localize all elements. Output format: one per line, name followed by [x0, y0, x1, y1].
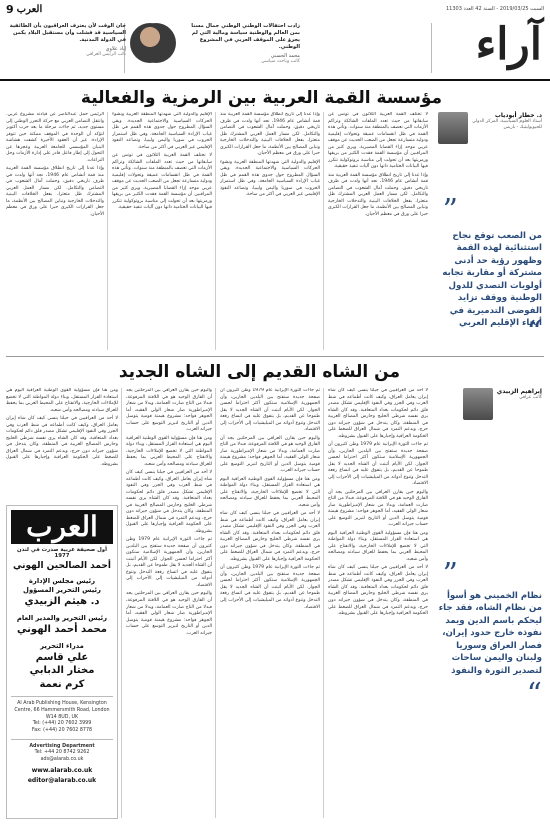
article-1-headline: مؤسسة القمة العربية بين الرمزية والفعالية: [80, 88, 442, 108]
author-photo: [463, 388, 493, 420]
issue-date: السبت 2019/03/25 - السنة 42 العدد 11303: [446, 6, 544, 12]
article-2-author: [463, 388, 542, 420]
masthead-divider: [11, 739, 113, 740]
quote-close-icon: “: [526, 677, 542, 712]
writer-role: كاتب وباحث سياسي: [261, 59, 300, 65]
section-title: آراء: [475, 19, 542, 70]
masthead-managing-name: محمد أحمد الهوني: [17, 624, 107, 636]
masthead-address: Al Arab Publishing House, Kensington Centre, 66 Hammersmith Road, London W14 8UD, UK: [14, 701, 110, 720]
masthead-editor-in-chief: د. هيثم الزبيدي: [24, 596, 100, 608]
writer-quote: زادت احتفالات الوطني الوطني جمال مسنا بمن العالم والوطنية سياسة ومالية التي لم يجرؤ على الموقف العربي في المشروع الوطني.: [191, 23, 300, 51]
masthead-box: [6, 505, 118, 819]
masthead-tagline: أول صحيفة عربية صدرت في لندن 1977: [17, 547, 107, 559]
author-photo: [438, 112, 468, 144]
article-2-column: ومن هنا فإن مسؤولية القوى الوطنية العراقية اليوم هي استعادة القرار المستقل، وبناء دولة المواطنة التي لا تخضع للإملاءات الخارجية، والانفتاح على المحيط العربي بما يحفظ للعراق سيادته ومصالحه وأمن شعبه. لا أحد من العراقيين في جيلنا ينسى كيف كان شاه إيران يعامل العراق، وكيف كانت أطماعه في شط العرب وفي الجزر وفي النفوذ الإقليمي تشكل مصدر قلق دائم لحكومات بغداد المتعاقبة. وقد كان الشاه يرى نفسه شرطي الخليج وحارس المصالح الغربية في المنطقة، وكان يتدخل في شؤون جيرانه دون حرج، ويدعم التمرد في شمال العراق للضغط على الحكومة العراقية وإجبارها على القبول بشروطه.: [6, 388, 118, 467]
column-rule: [107, 112, 108, 350]
header-divider: [431, 23, 432, 73]
masthead-website-link[interactable]: www.alarab.co.uk: [31, 766, 93, 774]
featured-writer-2: [6, 23, 170, 63]
author-role: كاتب عراقي: [519, 395, 542, 400]
author-name: د. خطار أبودياب: [494, 112, 542, 119]
column-rule: [323, 112, 324, 350]
masthead-managing-title: رئيس التحرير والمدير العام: [16, 613, 108, 622]
masthead-board-title: رئيس مجلس الإدارة: [28, 577, 96, 585]
masthead-founder: أحمد الصالحين الهوني: [13, 561, 111, 571]
masthead-editor: مختار الدبابي: [29, 665, 95, 677]
article-2-column: واليوم حين يقارن العراقي بين المرحلتين يجد أن الفارق الوحيد هو في اللافتة المرفوعة، فبدلا من التاج صارت العمامة، وبدلا من شعار الإمبراطورية صار شعار الولي الفقيه، أما الجوهر فواحد: مشروع هيمنة قومية يتوسل الدين أو التاريخ لتبرير التوسع على حساب جيرانه العرب. ومن هنا فإن مسؤولية القوى الوطنية العراقية اليوم هي استعادة القرار المستقل، وبناء دولة المواطنة التي لا تخضع للإملاءات الخارجية، والانفتاح على المحيط العربي بما يحفظ للعراق سيادته ومصالحه وأمن شعبه. لا أحد من العراقيين في جيلنا ينسى كيف كان شاه إيران يعامل العراق، وكيف كانت أطماعه في شط العرب وفي الجزر وفي النفوذ الإقليمي تشكل مصدر قلق دائم لحكومات بغداد المتعاقبة. وقد كان الشاه يرى نفسه شرطي الخليج وحارس المصالح الغربية في المنطقة، وكان يتدخل في شؤون جيرانه دون حرج، ويدعم التمرد في شمال العراق للضغط على الحكومة العراقية وإجبارها على القبول بشروطه. ثم جاءت الثورة الإيرانية عام 1979 وظن كثيرون أن صفحة جديدة ستفتح بين البلدين الجارين، وأن الجمهورية الإسلامية ستكون أكثر احتراما لحسن الجوار. لكن الأيام أثبتت أن الشاه الجديد لا يقل طموحا عن القديم، بل يتفوق عليه في اتساع رقعة التدخل وتنوع أدواته من الميليشيات إلى الأحزاب إلى الاقتصاد. واليوم حين يقارن العراقي بين المرحلتين يجد أن الفارق الوحيد هو في اللافتة المرفوعة، فبدلا من التاج صارت العمامة، وبدلا من شعار الإمبراطورية صار شعار الولي الفقيه، أما الجوهر فواحد: مشروع هيمنة قومية يتوسل الدين أو التاريخ لتبرير التوسع على حساب جيرانه العرب.: [126, 388, 212, 636]
article-1-author: [438, 112, 542, 144]
article-2-pull-quote: نظام الخميني هو أسوأ من نظام الشاه، فقد جاء ليحكم باسم الدين ويمد نفوذه خارج حدود إيران، فصار العراق وسوريا ولبنان واليمن ساحات لتصدير الثورة والنفوذ: [438, 591, 542, 676]
article-1-pull-quote: من الصعب توقع نجاح استثنائية لهذه القمة وظهور رؤية حد أدنى مشتركة أو مقاربة تجابه أولويات التصدي للدول الوطنية ووقف تزايد الفوضى التدميرية في أنحاء الإقليم العربي: [442, 231, 542, 329]
author-role: أستاذ العلوم السياسية، المركز الدولي للجيوبوليتيك - باريس: [472, 119, 542, 130]
writer-photo: [130, 23, 170, 63]
article-1-column: الرئيس حمل عبدالناصر عن قيادته مشروع عربي. وانتقل التضامن العربي مع حركة التحرر الوطني إلى مستوى جديد، ثم جاءت مرحلة ما بعد حرب أكتوبر لتؤكد أن الوحدة في الموقف ممكنة حين تتوفر الإرادة. غير أن العقود الأخيرة كشفت هشاشة البنيان المؤسسي للجامعة العربية وعجزها عن التحول إلى إطار فاعل قادر على إدارة الأزمات وحل النزاعات. وإذا عدنا إلى تاريخ انطلاق مؤسسة القمة العربية منذ قمة أنشاص عام 1946، نجد أنها ولدت في ظرف تاريخي دقيق، وحملت آمال الشعوب في التضامن والتكامل. لكن مسار العمل العربي المشترك ظل متعثرا، بفعل الخلافات البينية والتدخلات الخارجية وتباين المصالح بين الأنظمة، ما جعل القرارات الكبرى حبرا على ورق في معظم الأحيان.: [6, 112, 104, 217]
article-1-column: وإذا عدنا إلى تاريخ انطلاق مؤسسة القمة العربية منذ قمة أنشاص عام 1946، نجد أنها ولدت في ظرف تاريخي دقيق، وحملت آمال الشعوب في التضامن والتكامل. لكن مسار العمل العربي المشترك ظل متعثرا، بفعل الخلافات البينية والتدخلات الخارجية وتباين المصالح بين الأنظمة، ما جعل القرارات الكبرى حبرا على ورق في معظم الأحيان. الإقليم والدولية التي شهدتها المنطقة العربية ونشوء الحركات السياسية والاجتماعية الجديدة. وبقي السؤال المطروح حول جدوى هذه القمم في ظل غياب الإرادة السياسية الجامعة، وفي ظل استمرار الحروب في سوريا واليمن وليبيا، وتصاعد النفوذ الإقليمي غير العربي في أكثر من ساحة.: [220, 112, 320, 198]
writer-quote: حان الوقت لأن يعترف العراقيون بأن الطائفية السياسية قد فشلت وأن مستقبل البلاد يكمن في الدولة المدنية.: [9, 23, 126, 44]
masthead-divider: [11, 696, 113, 697]
masthead-ads-phone: Tel: +44 20 8742 9262: [34, 750, 90, 756]
article-2-column: لا أحد من العراقيين في جيلنا ينسى كيف كان شاه إيران يعامل العراق، وكيف كانت أطماعه في شط العرب وفي الجزر وفي النفوذ الإقليمي تشكل مصدر قلق دائم لحكومات بغداد المتعاقبة. وقد كان الشاه يرى نفسه شرطي الخليج وحارس المصالح الغربية في المنطقة، وكان يتدخل في شؤون جيرانه دون حرج، ويدعم التمرد في شمال العراق للضغط على الحكومة العراقية وإجبارها على القبول بشروطه. ثم جاءت الثورة الإيرانية عام 1979 وظن كثيرون أن صفحة جديدة ستفتح بين البلدين الجارين، وأن الجمهورية الإسلامية ستكون أكثر احتراما لحسن الجوار. لكن الأيام أثبتت أن الشاه الجديد لا يقل طموحا عن القديم، بل يتفوق عليه في اتساع رقعة التدخل وتنوع أدواته من الميليشيات إلى الأحزاب إلى الاقتصاد. واليوم حين يقارن العراقي بين المرحلتين يجد أن الفارق الوحيد هو في اللافتة المرفوعة، فبدلا من التاج صارت العمامة، وبدلا من شعار الإمبراطورية صار شعار الولي الفقيه، أما الجوهر فواحد: مشروع هيمنة قومية يتوسل الدين أو التاريخ لتبرير التوسع على حساب جيرانه العرب. ومن هنا فإن مسؤولية القوى الوطنية العراقية اليوم هي استعادة القرار المستقل، وبناء دولة المواطنة التي لا تخضع للإملاءات الخارجية، والانفتاح على المحيط العربي بما يحفظ للعراق سيادته ومصالحه وأمن شعبه. لا أحد من العراقيين في جيلنا ينسى كيف كان شاه إيران يعامل العراق، وكيف كانت أطماعه في شط العرب وفي الجزر وفي النفوذ الإقليمي تشكل مصدر قلق دائم لحكومات بغداد المتعاقبة. وقد كان الشاه يرى نفسه شرطي الخليج وحارس المصالح الغربية في المنطقة، وكان يتدخل في شؤون جيرانه دون حرج، ويدعم التمرد في شمال العراق للضغط على الحكومة العراقية وإجبارها على القبول بشروطه.: [328, 388, 428, 617]
masthead-editors-title: مدراء التحرير: [40, 641, 84, 650]
article-2-column: ثم جاءت الثورة الإيرانية عام 1979 وظن كثيرون أن صفحة جديدة ستفتح بين البلدين الجارين، وأن الجمهورية الإسلامية ستكون أكثر احتراما لحسن الجوار. لكن الأيام أثبتت أن الشاه الجديد لا يقل طموحا عن القديم، بل يتفوق عليه في اتساع رقعة التدخل وتنوع أدواته من الميليشيات إلى الأحزاب إلى الاقتصاد. واليوم حين يقارن العراقي بين المرحلتين يجد أن الفارق الوحيد هو في اللافتة المرفوعة، فبدلا من التاج صارت العمامة، وبدلا من شعار الإمبراطورية صار شعار الولي الفقيه، أما الجوهر فواحد: مشروع هيمنة قومية يتوسل الدين أو التاريخ لتبرير التوسع على حساب جيرانه العرب. ومن هنا فإن مسؤولية القوى الوطنية العراقية اليوم هي استعادة القرار المستقل، وبناء دولة المواطنة التي لا تخضع للإملاءات الخارجية، والانفتاح على المحيط العربي بما يحفظ للعراق سيادته ومصالحه وأمن شعبه. لا أحد من العراقيين في جيلنا ينسى كيف كان شاه إيران يعامل العراق، وكيف كانت أطماعه في شط العرب وفي الجزر وفي النفوذ الإقليمي تشكل مصدر قلق دائم لحكومات بغداد المتعاقبة. وقد كان الشاه يرى نفسه شرطي الخليج وحارس المصالح الغربية في المنطقة، وكان يتدخل في شؤون جيرانه دون حرج، ويدعم التمرد في شمال العراق للضغط على الحكومة العراقية وإجبارها على القبول بشروطه. ثم جاءت الثورة الإيرانية عام 1979 وظن كثيرون أن صفحة جديدة ستفتح بين البلدين الجارين، وأن الجمهورية الإسلامية ستكون أكثر احتراما لحسن الجوار. لكن الأيام أثبتت أن الشاه الجديد لا يقل طموحا عن القديم، بل يتفوق عليه في اتساع رقعة التدخل وتنوع أدواته من الميليشيات إلى الأحزاب إلى الاقتصاد.: [220, 388, 320, 610]
masthead-advertising: Advertising Department: [29, 743, 95, 749]
page-number: 9: [6, 2, 14, 16]
article-divider: [6, 356, 544, 357]
writer-name: إياد علاوي: [105, 46, 126, 53]
article-1-column: الإقليم والدولية التي شهدتها المنطقة العربية ونشوء الحركات السياسية والاجتماعية الجديدة. وبقي السؤال المطروح حول جدوى هذه القمم في ظل غياب الإرادة السياسية الجامعة، وفي ظل استمرار الحروب في سوريا واليمن وليبيا، وتصاعد النفوذ الإقليمي غير العربي في أكثر من ساحة. لا تختلف القمة العربية الثلاثون في تونس عن سابقاتها من حيث تعدد الملفات الشائكة وتراكم الأزمات التي تعصف بالمنطقة منذ سنوات. وتأتي هذه القمة في ظل انقسامات عميقة وتحولات إقليمية ودولية متسارعة تجعل من الصعب الحديث عن موقف عربي موحد إزاء القضايا المصيرية. ويرى كثير من المراقبين أن مؤسسة القمة فقدت الكثير من بريقها ورمزيتها بعد أن تحولت إلى مناسبة بروتوكولية تتكرر فيها البيانات الختامية ذاتها دون آليات تنفيذ حقيقية.: [112, 112, 212, 211]
writer-role: نائب الرئيس العراقي: [86, 52, 126, 58]
article-1-column: لا تختلف القمة العربية الثلاثون في تونس عن سابقاتها من حيث تعدد الملفات الشائكة وتراكم الأزمات التي تعصف بالمنطقة منذ سنوات. وتأتي هذه القمة في ظل انقسامات عميقة وتحولات إقليمية ودولية متسارعة تجعل من الصعب الحديث عن موقف عربي موحد إزاء القضايا المصيرية. ويرى كثير من المراقبين أن مؤسسة القمة فقدت الكثير من بريقها ورمزيتها بعد أن تحولت إلى مناسبة بروتوكولية تتكرر فيها البيانات الختامية ذاتها دون آليات تنفيذ حقيقية. وإذا عدنا إلى تاريخ انطلاق مؤسسة القمة العربية منذ قمة أنشاص عام 1946، نجد أنها ولدت في ظرف تاريخي دقيق، وحملت آمال الشعوب في التضامن والتكامل. لكن مسار العمل العربي المشترك ظل متعثرا، بفعل الخلافات البينية والتدخلات الخارجية وتباين المصالح بين الأنظمة، ما جعل القرارات الكبرى حبرا على ورق في معظم الأحيان.: [328, 112, 428, 217]
column-rule: [215, 388, 216, 818]
quote-close-icon: “: [526, 315, 542, 350]
masthead-fax: Fax: (+44) 20 7602 8778: [31, 728, 93, 733]
masthead-email-link[interactable]: editor@alarab.co.uk: [27, 776, 97, 784]
masthead-phone: Tel: (+44) 20 7602 3999: [32, 721, 92, 727]
masthead-board-subtitle: رئيس التحرير المسؤول: [23, 586, 101, 595]
masthead-ads-email[interactable]: ads@alarab.co.uk: [40, 757, 84, 763]
section-header: [0, 17, 550, 81]
writer-name: محمد الحسني: [270, 53, 300, 60]
top-strip: [6, 4, 544, 14]
author-name: إبراهيم الزبيدي: [496, 388, 542, 395]
column-rule: [323, 388, 324, 818]
quote-open-icon: ”: [442, 557, 458, 592]
quote-open-icon: ”: [442, 193, 458, 228]
masthead-editor: علي قاسم: [35, 651, 89, 663]
column-rule: [121, 388, 122, 818]
page-number-block: [6, 3, 42, 16]
masthead-logo: العرب: [11, 510, 113, 544]
article-2-headline: من الشاه القديم إلى الشاه الجديد: [118, 362, 400, 382]
column-rule: [215, 112, 216, 350]
masthead-editor: كرم نعمة: [39, 678, 85, 690]
paper-logo-small: العرب: [16, 3, 43, 15]
